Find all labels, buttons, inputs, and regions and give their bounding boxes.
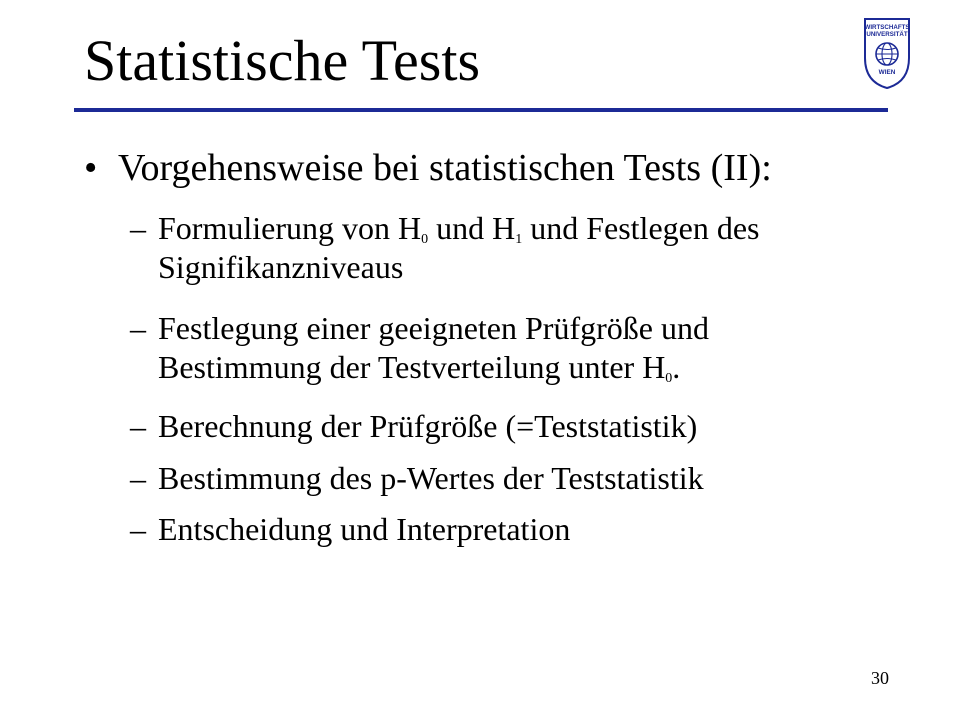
dash-mark: – bbox=[130, 210, 146, 246]
logo-line-2: UNIVERSITÄT bbox=[866, 31, 908, 38]
sub-bullet-1-text: Formulierung von $H_0$ und $H_1$ und Festlegen des Signifikanzniveaus bbox=[158, 210, 760, 285]
main-bullet bbox=[84, 146, 772, 192]
dash-mark: – bbox=[130, 511, 146, 547]
sub-bullet-5-text: Entscheidung und Interpretation bbox=[158, 511, 571, 547]
sub-bullet-2-text: Festlegung einer geeigneten Prüfgröße und Bestimmung der Testverteilung unter $H_0$. bbox=[158, 310, 709, 386]
sub-bullet-4 bbox=[130, 459, 870, 498]
slide-title: Statistische Tests bbox=[84, 28, 481, 93]
sub-bullet-2 bbox=[130, 309, 870, 387]
sub-bullet-3-text: Berechnung der Prüfgröße (=Teststatistik) bbox=[158, 408, 698, 444]
sub-bullet-1 bbox=[130, 209, 870, 287]
sub-bullet-3 bbox=[130, 407, 870, 446]
bullet-mark: • bbox=[84, 147, 98, 189]
logo-line-3: WIEN bbox=[878, 69, 896, 76]
page-number: 30 bbox=[871, 668, 889, 688]
sub-bullet-4-text: Bestimmung des p-Wertes der Teststatistik bbox=[158, 460, 704, 496]
dash-mark: – bbox=[130, 408, 146, 444]
main-bullet-text: Vorgehensweise bei statistischen Tests (II): bbox=[118, 147, 772, 189]
logo-line-1: WIRTSCHAFTS bbox=[864, 24, 910, 31]
dash-mark: – bbox=[130, 460, 146, 496]
sub-bullet-5 bbox=[130, 510, 870, 549]
dash-mark: – bbox=[130, 310, 146, 346]
